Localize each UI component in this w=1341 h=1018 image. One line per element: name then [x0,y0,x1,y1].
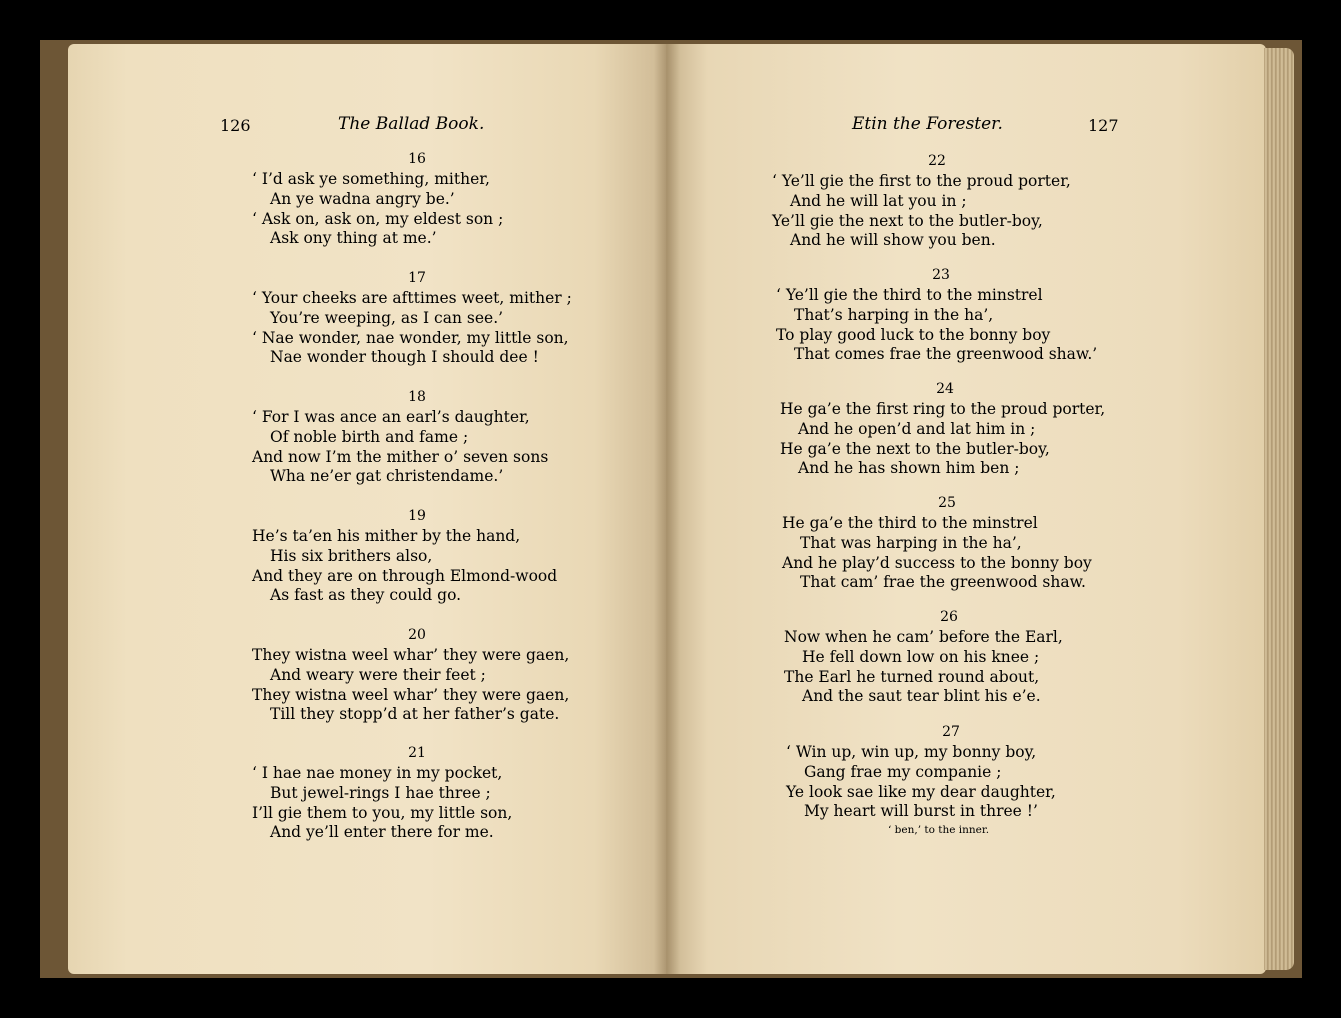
stanza-25 [782,495,1112,593]
open-book [40,40,1302,978]
verse-line: That cam’ frae the greenwood shaw. [800,573,1086,592]
verse-line: My heart will burst in three !’ [804,802,1038,821]
verse-line: And he play’d success to the bonny boy [782,553,1092,572]
verse-line: That’s harping in the ha’, [794,305,994,324]
verse-line: You’re weeping, as I can see.’ [270,308,504,327]
stanza-number: 25 [938,495,956,511]
right-running-title: Etin the Forester. [852,114,1003,134]
verse-line: ‘ Ye’ll gie the first to the proud porter, [772,172,1071,190]
verse-line: He ga’e the next to the butler-boy, [780,439,1050,458]
verse-line: ‘ I’d ask ye something, mither, [252,170,490,188]
verse-line: And weary were their feet ; [270,665,486,684]
stanza-number: 21 [408,745,426,761]
verse-line: Ye look sae like my dear daughter, [786,782,1056,801]
stanza-number: 17 [408,270,426,286]
verse-line: They wistna weel whar’ they were gaen, [252,646,570,664]
verse-line: Now when he cam’ before the Earl, [784,628,1063,646]
verse-line: Ask ony thing at me.’ [270,229,437,248]
verse-line: ‘ Your cheeks are afttimes weet, mither ; [252,289,572,307]
stanza-21 [252,745,582,843]
footnote: ‘ ben,’ to the inner. [888,824,990,836]
stanza-24 [780,381,1110,479]
verse-line: ‘ Nae wonder, nae wonder, my little son, [252,328,569,347]
stanza-23 [776,267,1106,365]
verse-line: And the saut tear blint his e’e. [802,687,1041,706]
stanza-number: 23 [932,267,950,283]
verse-line: That was harping in the ha’, [800,533,1022,552]
verse-line: They wistna weel whar’ they were gaen, [252,685,570,704]
verse-line: But jewel-rings I hae three ; [270,783,491,802]
verse-line: And he will lat you in ; [790,191,967,210]
stanza-16 [252,151,582,249]
verse-line: Gang frae my companie ; [804,762,1002,781]
verse-line: He fell down low on his knee ; [802,647,1040,666]
page-edges [1264,48,1294,970]
verse-line: ‘ Win up, win up, my bonny boy, [786,743,1037,761]
verse-line: He ga’e the third to the minstrel [782,514,1038,532]
verse-line: And he open’d and lat him in ; [798,419,1036,438]
stanza-number: 20 [408,627,426,643]
verse-line: And ye’ll enter there for me. [270,823,494,842]
verse-line: That comes frae the greenwood shaw.’ [794,345,1098,364]
verse-line: His six brithers also, [270,546,433,565]
stanza-number: 22 [928,153,946,169]
stanza-number: 18 [408,389,426,405]
verse-line: To play good luck to the bonny boy [776,325,1051,344]
left-running-title: The Ballad Book. [338,114,485,134]
verse-line: As fast as they could go. [270,586,462,605]
verse-line: The Earl he turned round about, [784,667,1040,686]
verse-line: And he will show you ben. [790,231,996,250]
left-page-number: 126 [220,116,251,135]
stanza-19 [252,508,582,606]
book-gutter [654,44,680,974]
stanza-number: 19 [408,508,426,524]
verse-line: ‘ Ye’ll gie the third to the minstrel [776,286,1043,304]
stanza-number: 24 [936,381,954,397]
stanza-17 [252,270,582,368]
verse-line: He ga’e the first ring to the proud porter, [780,400,1106,418]
verse-line: And now I’m the mither o’ seven sons [252,447,549,466]
verse-line: An ye wadna angry be.’ [270,189,455,208]
stanza-26 [784,609,1114,707]
verse-line: Ye’ll gie the next to the butler-boy, [772,211,1043,230]
stanza-22 [772,153,1102,251]
stanza-number: 16 [408,151,426,167]
stanza-20 [252,627,582,725]
stanza-27 [786,724,1116,822]
verse-line: Nae wonder though I should dee ! [270,348,539,367]
verse-line: ‘ For I was ance an earl’s daughter, [252,408,530,426]
verse-line: He’s ta’en his mither by the hand, [252,527,521,545]
verse-line: And they are on through Elmond-wood [252,566,558,585]
stanza-18 [252,389,582,487]
verse-line: I’ll gie them to you, my little son, [252,803,513,822]
verse-line: Wha ne’er gat christendame.’ [270,467,504,486]
verse-line: And he has shown him ben ; [798,459,1020,478]
right-page-number: 127 [1088,116,1119,135]
stanza-number: 26 [940,609,958,625]
stanza-number: 27 [942,724,960,740]
verse-line: ‘ Ask on, ask on, my eldest son ; [252,209,504,228]
verse-line: Till they stopp’d at her father’s gate. [270,705,560,724]
verse-line: Of noble birth and fame ; [270,427,469,446]
verse-line: ‘ I hae nae money in my pocket, [252,764,503,782]
